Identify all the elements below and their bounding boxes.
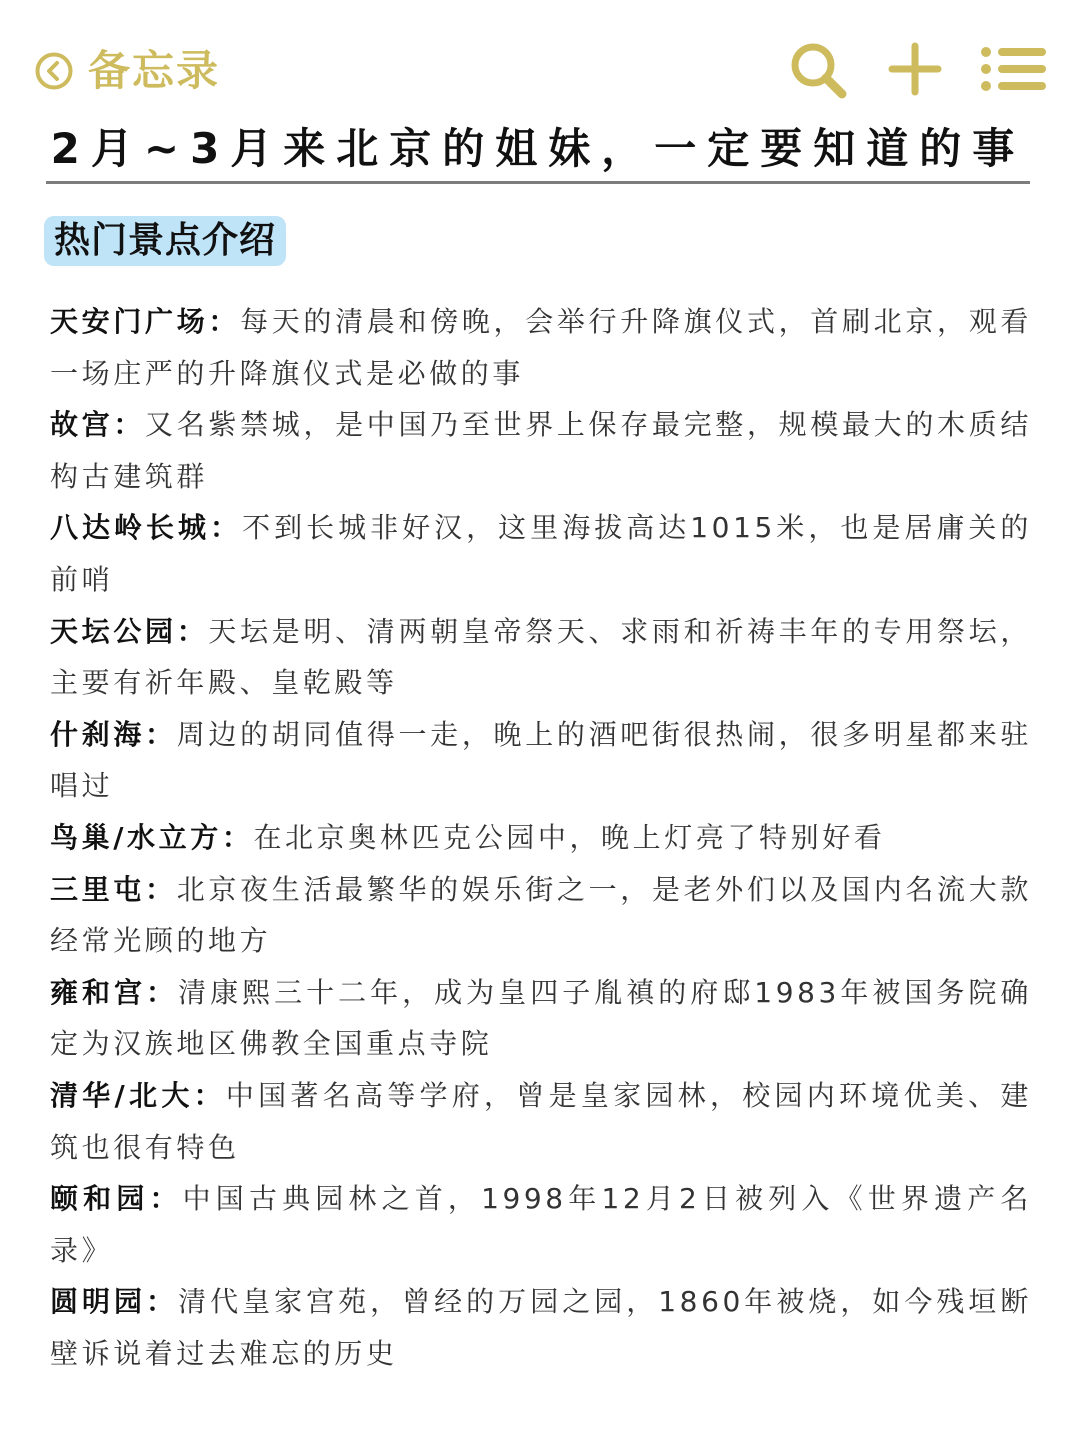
back-label: 备忘录 <box>88 46 221 95</box>
list-item <box>50 1173 1032 1276</box>
attraction-name: 天坛公园： <box>50 614 209 648</box>
attraction-description: 又名紫禁城，是中国乃至世界上保存最完整，规模最大的木质结构古建筑群 <box>50 408 1032 493</box>
attraction-name: 雍和宫： <box>50 975 179 1009</box>
list-item <box>50 864 1032 967</box>
back-button[interactable] <box>34 42 220 100</box>
top-toolbar <box>0 0 1080 120</box>
list-item <box>50 812 1032 864</box>
attraction-name: 天安门广场： <box>50 305 241 338</box>
attraction-name: 什刹海： <box>50 717 177 751</box>
list-item <box>50 1276 1032 1379</box>
list-item <box>50 502 1032 605</box>
attraction-description: 每天的清晨和傍晚，会举行升降旗仪式，首刷北京，观看一场庄严的升降旗仪式是必做的事 <box>50 305 1032 390</box>
search-icon <box>786 38 850 102</box>
attraction-name: 圆明园： <box>50 1285 179 1319</box>
add-note-button[interactable] <box>888 42 942 96</box>
attraction-name: 三里屯： <box>50 872 177 906</box>
list-menu-button[interactable] <box>978 44 1050 94</box>
attraction-name: 八达岭长城： <box>50 511 243 545</box>
search-button[interactable] <box>786 38 850 102</box>
title-divider <box>46 181 1030 184</box>
list-item <box>50 606 1032 709</box>
attraction-description: 周边的胡同值得一走，晚上的酒吧街很热闹，很多明星都来驻唱过 <box>50 717 1033 803</box>
attraction-name: 清华/北大： <box>50 1078 226 1112</box>
attraction-description: 在北京奥林匹克公园中，晚上灯亮了特别好看 <box>253 820 886 854</box>
attraction-description: 不到长城非好汉，这里海拔高达1015米，也是居庸关的前哨 <box>50 511 1032 596</box>
attraction-description: 中国古典园林之首，1998年12月2日被列入《世界遗产名录》 <box>50 1182 1032 1267</box>
list-item <box>50 709 1032 812</box>
list-item <box>50 399 1032 502</box>
back-circle-icon <box>34 51 74 91</box>
attraction-description: 北京夜生活最繁华的娱乐街之一，是老外们以及国内名流大款经常光顾的地方 <box>50 872 1033 958</box>
attraction-name: 故宫： <box>50 408 146 442</box>
attraction-description: 清康熙三十二年，成为皇四子胤禛的府邸1983年被国务院确定为汉族地区佛教全国重点寺院 <box>50 975 1033 1061</box>
attraction-name: 颐和园： <box>50 1182 183 1216</box>
list-item <box>50 296 1032 399</box>
list-item <box>50 1070 1032 1173</box>
list-menu-icon <box>978 44 1050 94</box>
attraction-list <box>50 296 1032 1379</box>
attraction-description: 清代皇家宫苑，曾经的万园之园，1860年被烧，如今残垣断壁诉说着过去难忘的历史 <box>50 1285 1033 1370</box>
note-title: 2月~3月来北京的姐妹，一定要知道的事 <box>50 124 1026 173</box>
attraction-name: 鸟巢/水立方： <box>50 820 254 854</box>
plus-icon <box>888 42 942 96</box>
list-item <box>50 967 1032 1070</box>
attraction-description: 天坛是明、清两朝皇帝祭天、求雨和祈祷丰年的专用祭坛，主要有祈年殿、皇乾殿等 <box>50 614 1032 700</box>
attraction-description: 中国著名高等学府，曾是皇家园林，校园内环境优美、建筑也很有特色 <box>50 1078 1032 1164</box>
section-heading: 热门景点介绍 <box>44 216 286 266</box>
